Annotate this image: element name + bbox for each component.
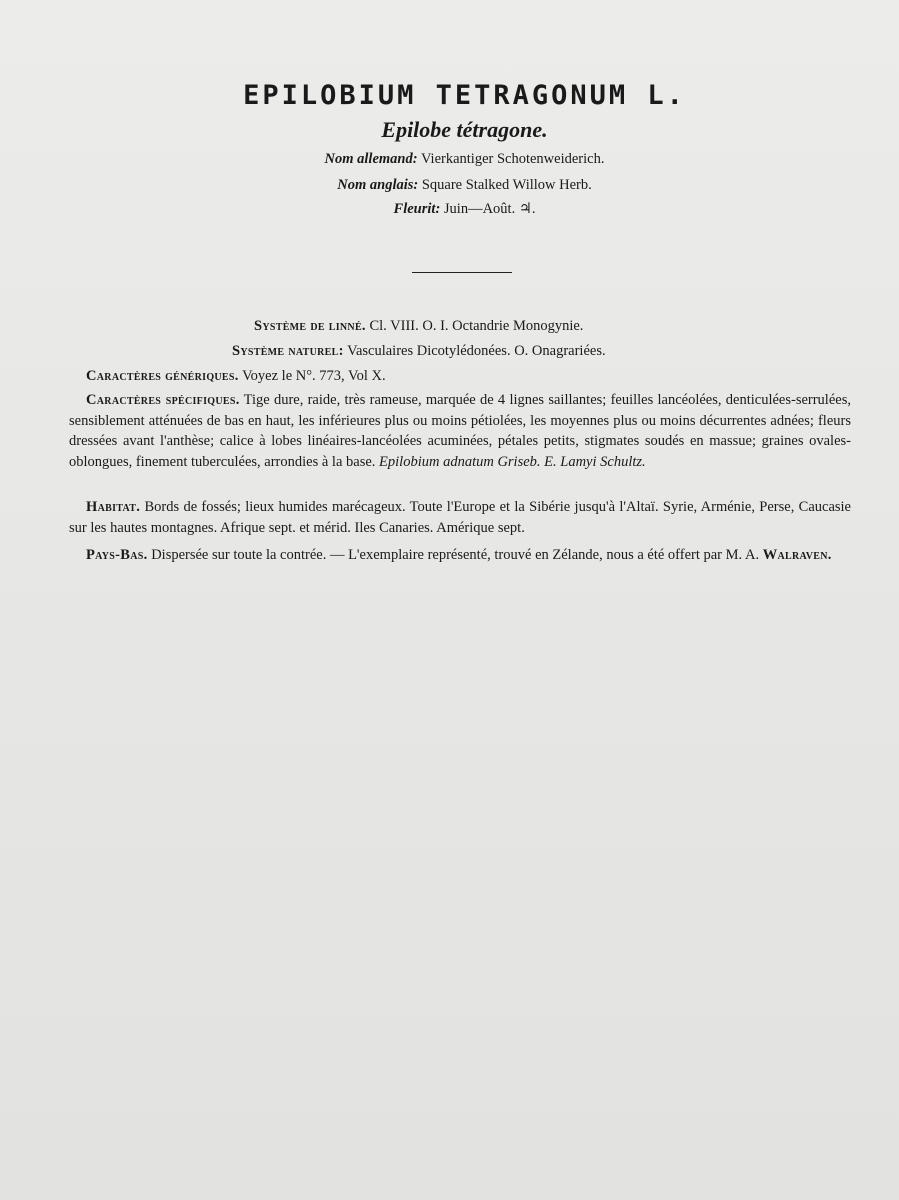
flowering-label: Fleurit: [393, 201, 441, 217]
generic-characters-text: Voyez le N°. 773, Vol X. [242, 368, 386, 384]
english-name-label: Nom anglais: [337, 177, 419, 193]
page-title: EPILOBIUM TETRAGONUM L. [243, 80, 686, 111]
habitat-label: Habitat. [86, 499, 141, 515]
german-name-value: Vierkantiger Schotenweiderich. [420, 151, 605, 167]
habitat-paragraph [69, 497, 851, 538]
specific-characters-label: Caractères spécifiques. [86, 392, 240, 408]
linnaean-system-line [0, 318, 899, 335]
divider-rule [412, 272, 512, 273]
natural-system-line [0, 343, 899, 360]
natural-system-label: Système naturel: [232, 343, 344, 359]
synonyms-text: Epilobium adnatum Griseb. E. Lamyi Schultz. [379, 453, 646, 470]
flowering-value: Juin—Août. ♃. [443, 201, 536, 217]
specific-characters-text: Tige dure, raide, très rameuse, marquée de 4 lignes saillantes; feuilles lancéolées, denticulées-serrulées, sensiblement atténuées de bas en haut, les inférieures plus ou moins pétiolées, les moyennes plus ou moins décurrentes adnées; fleurs dressées avant l'anthèse; calice à lobes linéaires-lancéolées acuminées, pétales petits, stigmates soudés en massue; graines ovales-oblongues, finement tuberculées, arrondies à la base. [69, 392, 851, 470]
generic-characters-label: Caractères génériques. [86, 368, 239, 384]
habitat-text: Bords de fossés; lieux humides marécageux. Toute l'Europe et la Sibérie jusqu'à l'Altaï. Syrie, Arménie, Perse, Caucasie sur les hautes montagnes. Afrique sept. et mérid. Iles Canaries. Amérique sept. [69, 499, 851, 536]
english-name-line [0, 177, 899, 194]
netherlands-text: Dispersée sur toute la contrée. — L'exemplaire représenté, trouvé en Zélande, nous a été offert par M. A. [151, 547, 760, 563]
specific-characters-paragraph [69, 390, 851, 472]
common-name: Epilobe tétragone. [381, 117, 548, 142]
generic-characters-paragraph [69, 366, 851, 387]
donor-name: Walraven. [762, 547, 832, 563]
natural-system-value: Vasculaires Dicotylédonées. O. Onagrariées. [347, 343, 606, 359]
linnaean-system-value: Cl. VIII. O. I. Octandrie Monogynie. [369, 318, 584, 334]
english-name-value: Square Stalked Willow Herb. [421, 177, 592, 193]
german-name-line [0, 151, 899, 168]
flowering-line [0, 201, 899, 218]
netherlands-label: Pays-Bas. [86, 547, 148, 563]
german-name-label: Nom allemand: [324, 151, 418, 167]
netherlands-paragraph [69, 545, 851, 566]
linnaean-system-label: Système de linné. [254, 318, 366, 334]
